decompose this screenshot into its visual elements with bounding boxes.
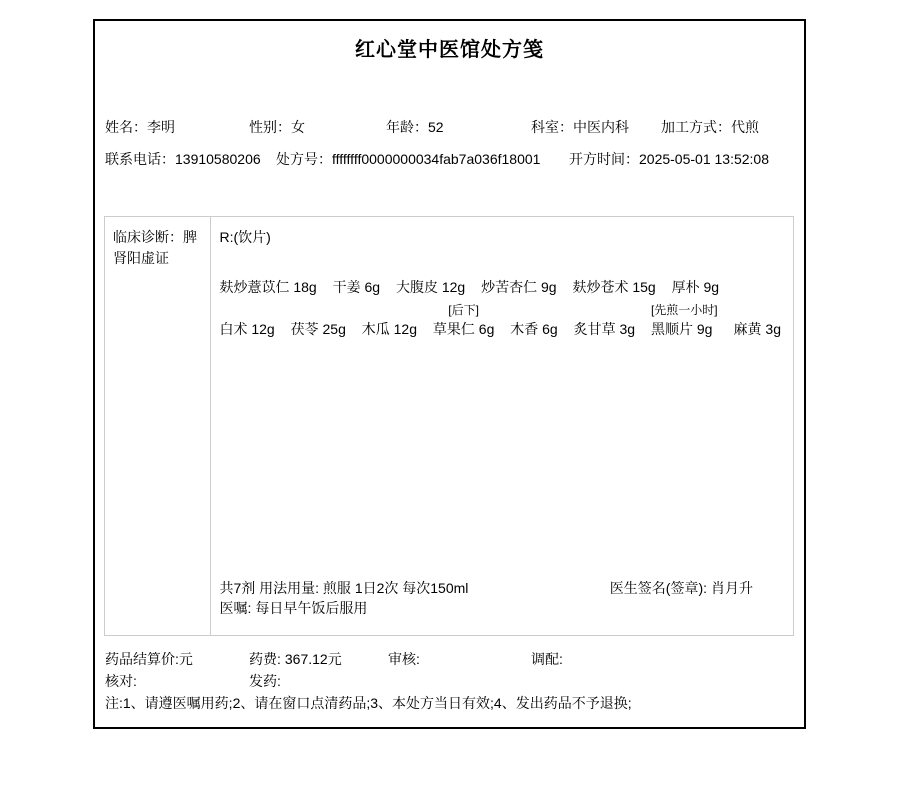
herb-row-1 [219,260,793,297]
patient-info-row-2 [105,149,798,169]
herb-note [572,260,655,277]
herb-name: 白术 12g [219,321,275,337]
herb-item [734,302,781,339]
herb-name: 麸炒苍术 15g [572,279,656,295]
herb-name: 黑顺片 9g [650,321,713,337]
department-field [531,117,661,137]
herb-name: 草果仁 6g [432,321,495,337]
herb-note [219,302,274,319]
fee-label: 药费: [249,651,281,667]
herb-item [219,260,316,297]
patient-age-value: 52 [428,119,444,135]
herb-note [510,302,557,319]
issue-time-field [569,149,769,169]
footer-row-2 [105,671,798,691]
patient-gender-field [249,117,386,137]
herb-item [510,302,557,339]
prescription-number-field [276,149,569,169]
settle-price-field [105,649,249,669]
herb-name: 茯苓 25g [290,321,346,337]
herb-item [574,302,635,339]
check-label: 核对: [105,673,137,689]
issue-time-value: 2025-05-01 13:52:08 [639,151,769,167]
patient-name-value: 李明 [147,119,175,135]
herb-note [333,260,380,277]
advice-label: 医嘱: [219,600,252,616]
herb-row-2 [219,302,793,339]
herb-item [362,302,417,339]
herb-item [219,302,274,339]
herb-note [396,260,465,277]
footer-notes: 注:1、请遵医嘱用药;2、请在窗口点清药品;3、本处方当日有效;4、发出药品不予退换; [105,695,632,711]
patient-gender-value: 女 [291,119,305,135]
herbs-panel [211,217,793,635]
prescription-page [93,19,806,729]
advice-value: 每日早午饭后服用 [255,600,368,616]
herb-name: 炙甘草 3g [573,321,636,337]
herb-name: 大腹皮 12g [395,279,466,295]
processing-method-value: 代煎 [731,119,759,135]
herb-item [291,302,346,339]
herb-name: 麻黄 3g [733,321,781,337]
prescription-footer-line [219,578,793,618]
herb-name: 木瓜 12g [361,321,417,337]
footer-row-1 [105,649,798,669]
prescription-body-box [104,216,794,636]
processing-method-field [661,117,759,137]
herb-item [672,260,719,297]
phone-value: 13910580206 [175,151,261,167]
department-value: 中医内科 [573,119,629,135]
fee-value: 367.12元 [284,651,342,667]
herb-item [433,302,494,339]
herb-item [572,260,655,297]
doctor-signature [610,578,753,598]
herb-name: 木香 6g [510,321,558,337]
patient-name-field [105,117,249,137]
herb-name: 麸炒薏苡仁 18g [219,279,317,295]
herb-note-houxia: [后下] [448,303,479,317]
herb-item [651,302,718,339]
clinical-diagnosis-label: 临床诊断： [113,229,183,245]
page-title: 红心堂中医馆处方笺 [355,39,544,61]
herb-item [396,260,465,297]
doctor-signature-value: 肖月升 [711,580,753,596]
usage-block [219,578,468,618]
herb-note [574,302,635,319]
clinical-diagnosis [105,217,211,635]
dispense-field [531,649,567,669]
patient-gender-label: 性别： [249,119,291,135]
herb-name: 干姜 6g [332,279,381,295]
issue-time-label: 开方时间： [569,151,639,167]
herb-note [672,260,719,277]
rx-header: R:(饮片) [219,229,271,245]
herb-note [219,260,316,277]
issue-field [249,671,388,691]
herb-note [291,302,346,319]
settle-price-value: 元 [178,651,193,667]
issue-label: 发药: [249,673,281,689]
herb-note [481,260,556,277]
herb-note [362,302,417,319]
herb-note [734,302,781,319]
herb-note-xianjian: [先煎一小时] [650,303,718,317]
department-label: 科室： [531,119,573,135]
herb-item [333,260,380,297]
usage-line: 共7剂 用法用量: 煎服 1日2次 每次150ml [219,580,469,596]
review-label: 审核: [388,651,420,667]
processing-method-label: 加工方式： [661,119,731,135]
prescription-number-value: ffffffff0000000034fab7a036f18001 [332,151,541,167]
patient-name-label: 姓名： [105,119,147,135]
patient-age-label: 年龄： [386,119,428,135]
review-field [388,649,531,669]
herb-name: 厚朴 9g [671,279,720,295]
phone-field [105,149,276,169]
patient-info-row-1 [105,117,798,137]
settle-price-label: 药品结算价: [105,651,179,667]
herb-list [219,260,793,339]
patient-age-field [386,117,531,137]
herb-item [481,260,556,297]
dispense-label: 调配: [531,651,563,667]
herb-name: 炒苦杏仁 9g [481,279,557,295]
clinical-diagnosis-value: 脾肾阳虚证 [113,229,197,266]
phone-label: 联系电话： [105,151,175,167]
doctor-signature-label: 医生签名(签章): [609,580,707,596]
prescription-number-label: 处方号： [276,151,332,167]
check-field [105,671,249,691]
fee-field [249,649,388,669]
advice-line [219,598,468,618]
